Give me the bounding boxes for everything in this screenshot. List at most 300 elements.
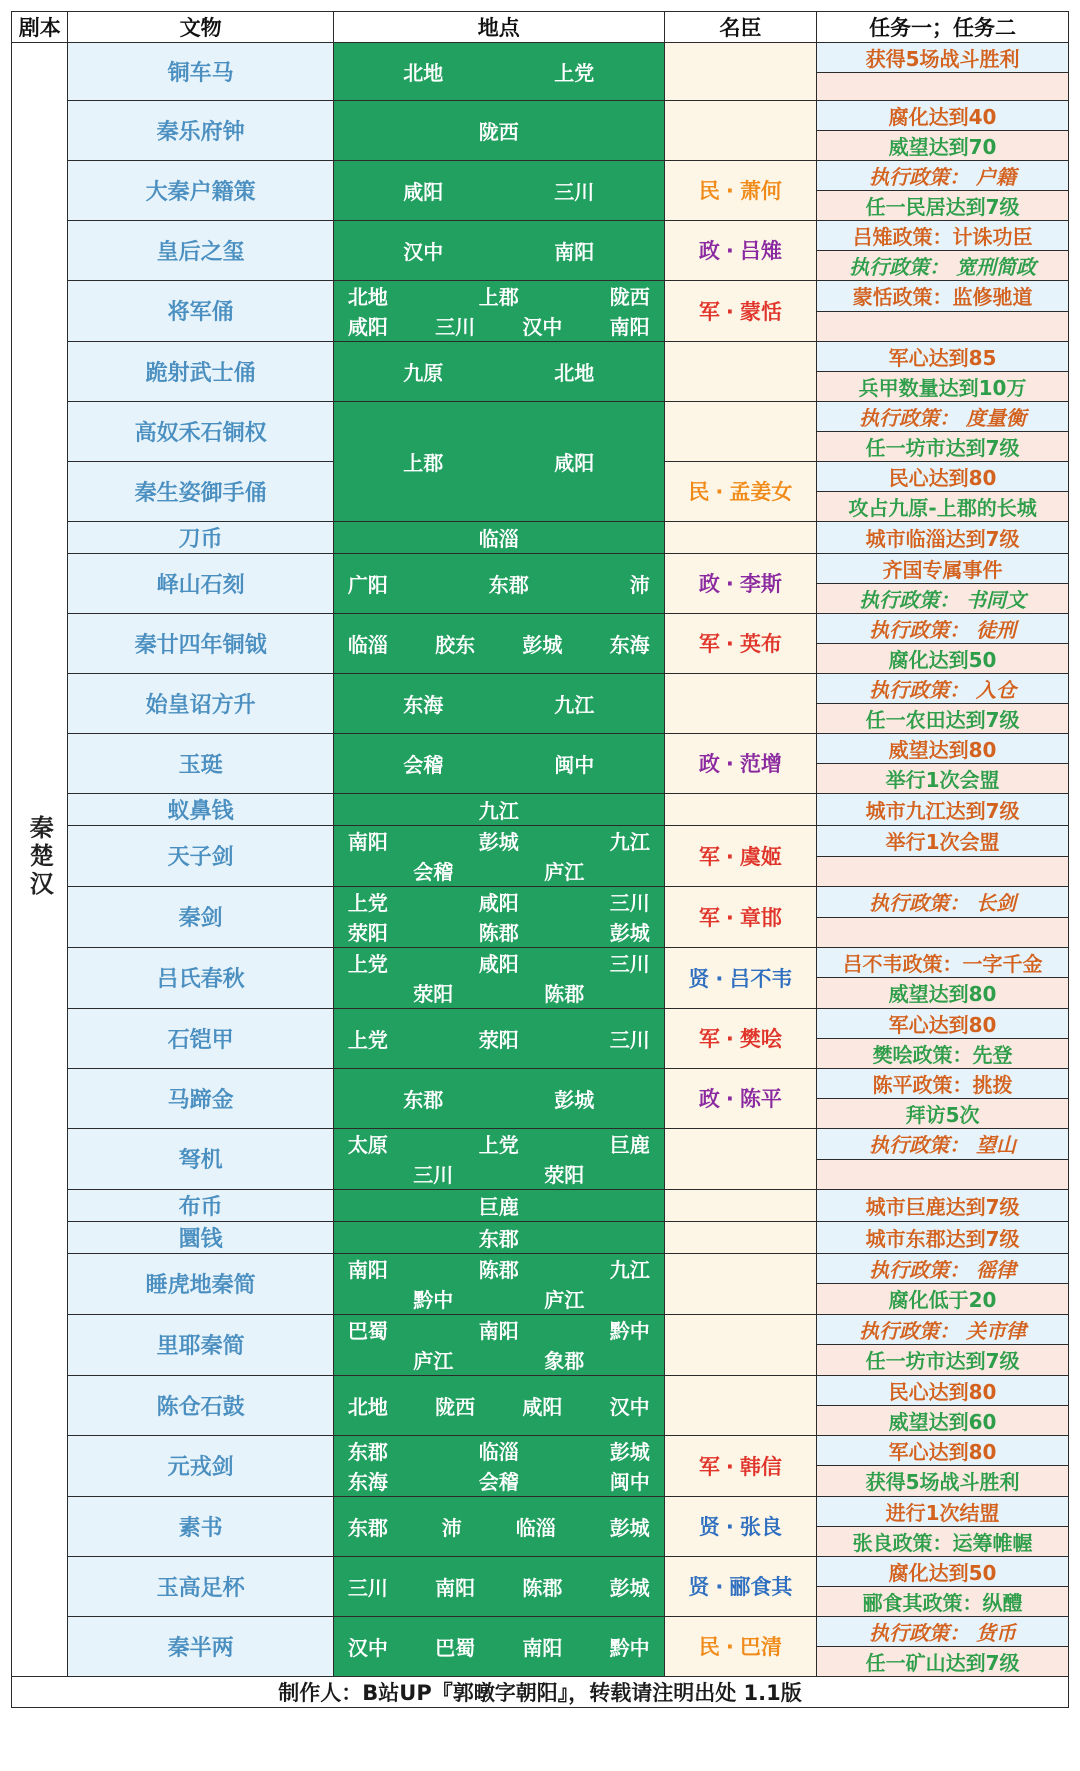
location-name: 广阳 xyxy=(347,572,388,597)
minister-separator: · xyxy=(725,239,734,264)
table-row xyxy=(12,1189,1069,1221)
relic-name: 天子剑 xyxy=(68,825,333,886)
table-row xyxy=(12,825,1069,857)
location-name: 三川 xyxy=(435,315,476,340)
minister-type-badge: 军 xyxy=(698,299,720,324)
minister-name: 李斯 xyxy=(739,572,782,597)
location-name: 三川 xyxy=(609,891,650,916)
minister-type-badge: 军 xyxy=(698,905,720,930)
minister-cell xyxy=(664,553,816,613)
location-list xyxy=(334,1023,664,1053)
location-name: 东郡 xyxy=(488,572,529,597)
minister-cell xyxy=(664,1556,816,1616)
relic-name: 玉高足杯 xyxy=(68,1556,333,1616)
minister-type-badge: 民 xyxy=(698,1635,720,1660)
relic-name: 布币 xyxy=(68,1189,333,1221)
header-row xyxy=(12,12,1069,43)
minister-name: 孟姜女 xyxy=(729,480,793,505)
task-one: 执行政策： 关市律 xyxy=(817,1314,1069,1345)
minister-cell xyxy=(664,1435,816,1496)
relic-table xyxy=(11,11,1069,1708)
location-list xyxy=(334,175,664,205)
minister-name: 萧何 xyxy=(739,179,782,204)
task-one: 威望达到80 xyxy=(817,733,1069,763)
minister-cell xyxy=(664,733,816,793)
minister-cell xyxy=(664,521,816,553)
location-cell xyxy=(333,1375,664,1435)
relic-name: 元戎剑 xyxy=(68,1435,333,1496)
location-name: 三川 xyxy=(609,1027,650,1052)
location-line xyxy=(348,948,650,978)
location-line xyxy=(348,56,650,86)
credits-footer: 制作人：B站UP『郭暾字朝阳』，转载请注明出处 1.1版 xyxy=(12,1676,1069,1707)
table-row xyxy=(12,401,1069,431)
location-line xyxy=(348,748,650,778)
location-name: 陇西 xyxy=(435,1394,476,1419)
task-one: 齐国专属事件 xyxy=(817,553,1069,583)
location-name: 胶东 xyxy=(435,632,476,657)
location-cell xyxy=(333,341,664,401)
location-name: 东海 xyxy=(609,632,650,657)
task-two: 执行政策： 书同文 xyxy=(817,583,1069,613)
table-row xyxy=(12,1314,1069,1345)
location-name: 上党 xyxy=(347,891,388,916)
location-line xyxy=(348,887,650,917)
minister-type-badge: 军 xyxy=(698,844,720,869)
task-two: 获得5场战斗胜利 xyxy=(817,1466,1069,1497)
task-two: 执行政策： 宽刑简政 xyxy=(817,250,1069,280)
task-two: 威望达到80 xyxy=(817,978,1069,1009)
minister-separator: · xyxy=(715,480,724,505)
location-list xyxy=(334,568,664,598)
minister-cell xyxy=(664,220,816,280)
location-name: 庐江 xyxy=(544,860,585,885)
footer-row xyxy=(12,1676,1069,1707)
relic-name: 皇后之玺 xyxy=(68,220,333,280)
location-name: 南阳 xyxy=(522,1635,563,1660)
minister-cell xyxy=(664,1068,816,1128)
location-name: 咸阳 xyxy=(478,891,519,916)
location-line xyxy=(348,1129,650,1159)
location-list xyxy=(334,1083,664,1113)
table-row xyxy=(12,1556,1069,1586)
location-cell xyxy=(333,733,664,793)
task-one: 执行政策： 度量衡 xyxy=(817,401,1069,431)
minister-type-badge: 贤 xyxy=(698,1515,720,1540)
location-line xyxy=(348,356,650,386)
location-list xyxy=(334,1390,664,1420)
task-two: 郦食其政策：纵醴 xyxy=(817,1586,1069,1616)
relic-name: 蚁鼻钱 xyxy=(68,793,333,825)
task-two xyxy=(817,1160,1069,1189)
location-list xyxy=(334,1222,664,1252)
location-cell xyxy=(333,825,664,886)
location-line xyxy=(348,794,650,824)
task-one: 腐化达到40 xyxy=(817,100,1069,130)
location-cell xyxy=(333,280,664,341)
minister-cell xyxy=(664,947,816,1008)
location-cell xyxy=(333,1314,664,1375)
location-cell xyxy=(333,553,664,613)
task-one: 城市九江达到7级 xyxy=(817,793,1069,825)
location-name: 咸阳 xyxy=(347,315,388,340)
task-one: 腐化达到50 xyxy=(817,1556,1069,1586)
location-name: 彭城 xyxy=(609,1515,650,1540)
location-name: 上郡 xyxy=(478,285,519,310)
location-list xyxy=(334,1571,664,1601)
location-name: 上党 xyxy=(554,60,595,85)
task-one: 军心达到80 xyxy=(817,1435,1069,1466)
table-row xyxy=(12,100,1069,130)
location-name: 闽中 xyxy=(609,1470,650,1495)
location-name: 咸阳 xyxy=(403,179,444,204)
minister-name: 吕不韦 xyxy=(729,966,793,991)
minister-cell xyxy=(664,341,816,401)
location-name: 九江 xyxy=(609,830,650,855)
location-name: 会稽 xyxy=(478,1470,519,1495)
location-name: 荥阳 xyxy=(544,1163,585,1188)
relic-name: 弩机 xyxy=(68,1128,333,1189)
task-two: 攻占九原-上郡的长城 xyxy=(817,491,1069,521)
location-name: 陈郡 xyxy=(478,1258,519,1283)
location-name: 彭城 xyxy=(609,921,650,946)
minister-type-badge: 政 xyxy=(698,752,720,777)
task-one: 城市临淄达到7级 xyxy=(817,521,1069,553)
table-row xyxy=(12,1435,1069,1466)
location-name: 临淄 xyxy=(478,1440,519,1465)
minister-cell xyxy=(664,43,816,101)
minister-cell xyxy=(664,461,816,521)
table-row xyxy=(12,1068,1069,1098)
location-name: 咸阳 xyxy=(478,952,519,977)
relic-name: 睡虎地秦简 xyxy=(68,1253,333,1314)
relic-name: 石铠甲 xyxy=(68,1008,333,1068)
location-name: 北地 xyxy=(347,1394,388,1419)
location-line xyxy=(348,1254,650,1284)
location-name: 上党 xyxy=(347,1027,388,1052)
location-line xyxy=(348,1284,650,1314)
location-cell xyxy=(333,100,664,160)
location-cell xyxy=(333,1189,664,1221)
minister-type-badge: 民 xyxy=(688,480,710,505)
minister-separator: · xyxy=(725,632,734,657)
location-name: 庐江 xyxy=(413,1349,454,1374)
location-name: 东海 xyxy=(403,692,444,717)
minister-cell xyxy=(664,280,816,341)
location-cell xyxy=(333,673,664,733)
relic-name: 始皇诏方升 xyxy=(68,673,333,733)
table-row xyxy=(12,886,1069,918)
task-one: 举行1次会盟 xyxy=(817,825,1069,857)
relic-name: 素书 xyxy=(68,1496,333,1556)
relic-name: 里耶秦简 xyxy=(68,1314,333,1375)
task-one: 民心达到80 xyxy=(817,1375,1069,1405)
task-one: 获得5场战斗胜利 xyxy=(817,43,1069,73)
location-list xyxy=(334,1315,664,1375)
location-list xyxy=(334,628,664,658)
minister-name: 吕雉 xyxy=(739,239,782,264)
location-list xyxy=(334,887,664,947)
location-name: 汉中 xyxy=(609,1394,650,1419)
location-line xyxy=(348,1631,650,1661)
location-line xyxy=(348,1159,650,1189)
header-location: 地点 xyxy=(333,12,664,43)
location-cell xyxy=(333,886,664,947)
task-one: 陈平政策：挑拨 xyxy=(817,1068,1069,1098)
location-name: 闽中 xyxy=(554,752,595,777)
table-row xyxy=(12,43,1069,73)
location-name: 彭城 xyxy=(609,1440,650,1465)
table-row xyxy=(12,553,1069,583)
location-name: 南阳 xyxy=(347,830,388,855)
table-row xyxy=(12,160,1069,190)
task-two: 任一民居达到7级 xyxy=(817,190,1069,220)
relic-name: 秦乐府钟 xyxy=(68,100,333,160)
relic-name: 玉珽 xyxy=(68,733,333,793)
task-one: 吕雉政策：计诛功臣 xyxy=(817,220,1069,250)
task-two: 樊哙政策：先登 xyxy=(817,1038,1069,1068)
location-name: 咸阳 xyxy=(522,1394,563,1419)
task-two: 任一矿山达到7级 xyxy=(817,1646,1069,1676)
location-line xyxy=(348,1190,650,1220)
location-name: 沛 xyxy=(441,1515,462,1540)
location-name: 南阳 xyxy=(478,1319,519,1344)
minister-type-badge: 军 xyxy=(698,1027,720,1052)
location-list xyxy=(334,794,664,824)
minister-type-badge: 政 xyxy=(698,572,720,597)
location-name: 九江 xyxy=(554,692,595,717)
location-cell xyxy=(333,1221,664,1253)
location-line xyxy=(348,446,650,476)
minister-cell xyxy=(664,613,816,673)
task-two xyxy=(817,857,1069,886)
table-row xyxy=(12,1008,1069,1038)
location-name: 南阳 xyxy=(435,1575,476,1600)
location-name: 临淄 xyxy=(515,1515,556,1540)
minister-separator: · xyxy=(725,299,734,324)
relic-name: 陈仓石鼓 xyxy=(68,1375,333,1435)
minister-cell xyxy=(664,100,816,160)
relic-name: 高奴禾石铜权 xyxy=(68,401,333,461)
location-name: 黔中 xyxy=(609,1319,650,1344)
task-one: 城市巨鹿达到7级 xyxy=(817,1189,1069,1221)
location-name: 汉中 xyxy=(403,239,444,264)
relic-name: 刀币 xyxy=(68,521,333,553)
location-name: 会稽 xyxy=(403,752,444,777)
location-name: 巴蜀 xyxy=(347,1319,388,1344)
relic-name: 秦生姿御手俑 xyxy=(68,461,333,521)
minister-name: 章邯 xyxy=(739,905,782,930)
location-name: 会稽 xyxy=(413,860,454,885)
task-one: 进行1次结盟 xyxy=(817,1496,1069,1526)
location-line xyxy=(348,281,650,311)
location-name: 东郡 xyxy=(347,1440,388,1465)
location-cell xyxy=(333,1556,664,1616)
location-name: 彭城 xyxy=(609,1575,650,1600)
location-name: 巨鹿 xyxy=(609,1133,650,1158)
location-line xyxy=(348,856,650,886)
task-two: 任一农田达到7级 xyxy=(817,703,1069,733)
header-relic: 文物 xyxy=(68,12,333,43)
minister-separator: · xyxy=(725,1087,734,1112)
location-name: 陈郡 xyxy=(478,921,519,946)
minister-cell xyxy=(664,1616,816,1676)
task-two: 任一坊市达到7级 xyxy=(817,431,1069,461)
location-name: 彭城 xyxy=(554,1087,595,1112)
minister-cell xyxy=(664,1008,816,1068)
location-list xyxy=(334,446,664,476)
location-name: 荥阳 xyxy=(478,1027,519,1052)
location-name: 东郡 xyxy=(347,1515,388,1540)
minister-type-badge: 军 xyxy=(698,632,720,657)
location-line xyxy=(348,175,650,205)
location-name: 上党 xyxy=(347,952,388,977)
location-list xyxy=(334,826,664,886)
location-cell xyxy=(333,793,664,825)
location-cell xyxy=(333,1128,664,1189)
location-name: 三川 xyxy=(609,952,650,977)
location-name: 黔中 xyxy=(413,1288,454,1313)
location-name: 庐江 xyxy=(544,1288,585,1313)
relic-name: 秦廿四年铜钺 xyxy=(68,613,333,673)
task-one: 执行政策： 徒刑 xyxy=(817,613,1069,643)
relic-name: 圜钱 xyxy=(68,1221,333,1253)
location-list xyxy=(334,1190,664,1220)
location-cell xyxy=(333,947,664,1008)
minister-name: 英布 xyxy=(739,632,782,657)
table-row xyxy=(12,733,1069,763)
table-row xyxy=(12,613,1069,643)
location-name: 三川 xyxy=(554,179,595,204)
location-name: 三川 xyxy=(347,1575,388,1600)
location-line xyxy=(348,1511,650,1541)
location-name: 九江 xyxy=(609,1258,650,1283)
location-name: 象郡 xyxy=(544,1349,585,1374)
location-line xyxy=(348,1390,650,1420)
location-name: 南阳 xyxy=(609,315,650,340)
task-two: 张良政策：运筹帷幄 xyxy=(817,1526,1069,1556)
location-line xyxy=(348,1315,650,1345)
location-list xyxy=(334,281,664,341)
scenario-cell xyxy=(12,43,68,1677)
minister-cell xyxy=(664,793,816,825)
location-name: 临淄 xyxy=(478,526,519,551)
table-row xyxy=(12,280,1069,312)
location-name: 东郡 xyxy=(403,1087,444,1112)
minister-separator: · xyxy=(725,1454,734,1479)
location-cell xyxy=(333,1068,664,1128)
task-two: 任一坊市达到7级 xyxy=(817,1345,1069,1376)
minister-type-badge: 民 xyxy=(698,179,720,204)
location-list xyxy=(334,56,664,86)
location-list xyxy=(334,1631,664,1661)
relic-name: 马蹄金 xyxy=(68,1068,333,1128)
minister-name: 韩信 xyxy=(739,1454,782,1479)
minister-separator: · xyxy=(725,179,734,204)
minister-separator: · xyxy=(715,1575,724,1600)
minister-name: 樊哙 xyxy=(739,1027,782,1052)
location-line xyxy=(348,1436,650,1466)
location-list xyxy=(334,1254,664,1314)
table-row xyxy=(12,1253,1069,1284)
location-name: 咸阳 xyxy=(554,450,595,475)
minister-cell xyxy=(664,160,816,220)
location-name: 陇西 xyxy=(609,285,650,310)
header-scenario: 剧本 xyxy=(12,12,68,43)
table-body xyxy=(12,43,1069,1677)
location-list xyxy=(334,522,664,552)
task-one: 执行政策： 户籍 xyxy=(817,160,1069,190)
location-list xyxy=(334,1511,664,1541)
task-two xyxy=(817,73,1069,101)
location-name: 彭城 xyxy=(478,830,519,855)
relic-name: 秦剑 xyxy=(68,886,333,947)
table-row xyxy=(12,220,1069,250)
minister-separator: · xyxy=(725,844,734,869)
location-name: 陇西 xyxy=(478,119,519,144)
minister-separator: · xyxy=(725,752,734,777)
location-line xyxy=(348,235,650,265)
location-name: 南阳 xyxy=(347,1258,388,1283)
minister-cell xyxy=(664,1314,816,1375)
minister-separator: · xyxy=(725,905,734,930)
relic-name: 峄山石刻 xyxy=(68,553,333,613)
location-name: 东郡 xyxy=(478,1226,519,1251)
relic-name: 大秦户籍策 xyxy=(68,160,333,220)
task-one: 军心达到85 xyxy=(817,341,1069,371)
table-row xyxy=(12,1128,1069,1160)
location-list xyxy=(334,1436,664,1496)
location-cell xyxy=(333,521,664,553)
task-one: 执行政策： 长剑 xyxy=(817,886,1069,918)
location-name: 北地 xyxy=(554,360,595,385)
location-name: 九原 xyxy=(403,360,444,385)
location-name: 陈郡 xyxy=(544,982,585,1007)
minister-type-badge: 政 xyxy=(698,239,720,264)
location-line xyxy=(348,522,650,552)
location-name: 巴蜀 xyxy=(435,1635,476,1660)
minister-cell xyxy=(664,401,816,461)
location-cell xyxy=(333,1008,664,1068)
location-list xyxy=(334,235,664,265)
minister-separator: · xyxy=(725,1027,734,1052)
location-cell xyxy=(333,43,664,101)
minister-type-badge: 政 xyxy=(698,1087,720,1112)
task-two: 腐化低于20 xyxy=(817,1284,1069,1315)
minister-name: 张良 xyxy=(739,1515,782,1540)
location-name: 陈郡 xyxy=(522,1575,563,1600)
location-list xyxy=(334,356,664,386)
minister-type-badge: 军 xyxy=(698,1454,720,1479)
relic-name: 将军俑 xyxy=(68,280,333,341)
location-cell xyxy=(333,401,664,521)
table-row xyxy=(12,341,1069,371)
table-row xyxy=(12,521,1069,553)
relic-name: 吕氏春秋 xyxy=(68,947,333,1008)
minister-type-badge: 贤 xyxy=(688,1575,710,1600)
location-name: 北地 xyxy=(403,60,444,85)
relic-name: 铜车马 xyxy=(68,43,333,101)
location-name: 沛 xyxy=(629,572,650,597)
minister-cell xyxy=(664,1375,816,1435)
location-cell xyxy=(333,1253,664,1314)
task-two: 威望达到70 xyxy=(817,130,1069,160)
table-row xyxy=(12,793,1069,825)
task-one: 执行政策： 入仓 xyxy=(817,673,1069,703)
location-line xyxy=(348,1466,650,1496)
table-row xyxy=(12,1496,1069,1526)
header-minister: 名臣 xyxy=(664,12,816,43)
